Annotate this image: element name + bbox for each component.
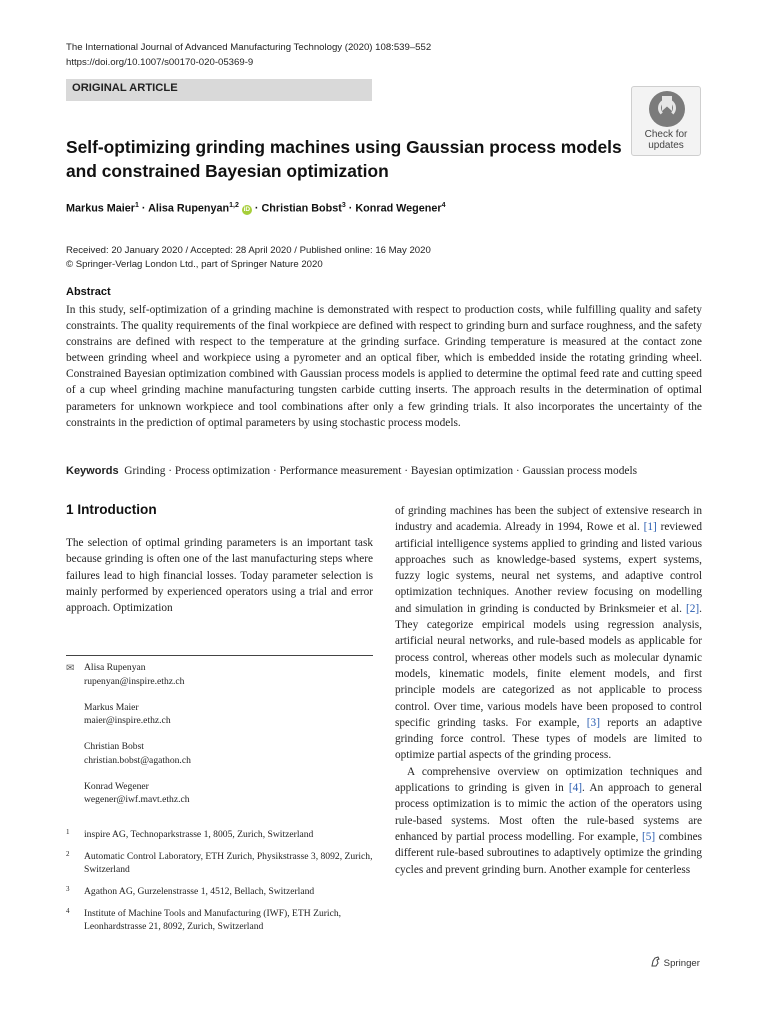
article-type-label: ORIGINAL ARTICLE bbox=[72, 82, 178, 94]
corresponding-author bbox=[66, 661, 373, 688]
author-contact bbox=[66, 740, 373, 767]
journal-citation: The International Journal of Advanced Manufacturing Technology (2020) 108:539–552 bbox=[66, 42, 432, 53]
affiliation-text: Automatic Control Laboratory, ETH Zurich, Physikstrasse 3, 8092, Zurich, Switzerland bbox=[84, 851, 373, 875]
affiliation-text: inspire AG, Technoparkstrasse 1, 8005, Zurich, Switzerland bbox=[84, 829, 314, 840]
section-heading-introduction: 1 Introduction bbox=[66, 502, 157, 517]
citation-link[interactable]: [3] bbox=[586, 716, 600, 729]
author-contact bbox=[66, 780, 373, 807]
envelope-icon: ✉ bbox=[66, 663, 75, 674]
affiliation bbox=[66, 907, 373, 933]
author-name[interactable]: Christian Bobst bbox=[261, 202, 342, 215]
author-email[interactable]: maier@inspire.ethz.ch bbox=[84, 715, 171, 726]
affiliation-number: 3 bbox=[66, 885, 70, 893]
keywords-label: Keywords bbox=[66, 465, 119, 477]
affiliation-number: 2 bbox=[66, 850, 70, 858]
citation-link[interactable]: [1] bbox=[643, 521, 657, 534]
citation-link[interactable]: [5] bbox=[641, 830, 656, 843]
springer-horse-icon bbox=[650, 956, 661, 967]
intro-right-column bbox=[395, 503, 702, 878]
publisher-logo bbox=[650, 956, 700, 969]
check-for-updates-badge[interactable] bbox=[631, 86, 701, 156]
copyright-notice: © Springer-Verlag London Ltd., part of Springer Nature 2020 bbox=[66, 259, 323, 270]
citation-link[interactable]: [4] bbox=[568, 782, 583, 795]
intro-left-paragraph: The selection of optimal grinding parameters is an important task because grinding is often one of the last manufacturing steps where failures lead to high financial losses. Today parameter selection is mainly performed by experienced operators using a trial and error approach. Optimization bbox=[66, 537, 373, 615]
author-affiliation-mark: 4 bbox=[441, 202, 446, 209]
author-list: Markus Maier$^1$ · Alisa Rupenyan$^{1,2}$ iD · Christian Bobst$^3$ · Konrad Wegener$^4$ bbox=[66, 202, 446, 215]
keywords-list: Grinding · Process optimization · Performance measurement · Bayesian optimization · Gaussian process models bbox=[124, 465, 638, 477]
author-name: Markus Maier bbox=[84, 701, 139, 713]
bookmark-icon bbox=[649, 91, 685, 127]
author-email[interactable]: wegener@iwf.mavt.ethz.ch bbox=[84, 794, 190, 805]
abstract-heading: Abstract bbox=[66, 286, 111, 298]
received-accepted-published: Received: 20 January 2020 / Accepted: 28 April 2020 / Published online: 16 May 2020 bbox=[66, 245, 431, 256]
publisher-name: Springer bbox=[663, 958, 700, 969]
author-name: Alisa Rupenyan bbox=[84, 662, 146, 673]
author-affiliation-mark: 1,2 bbox=[229, 202, 239, 209]
check-for-updates-label: Check for updates bbox=[644, 129, 688, 151]
intro-paragraph: of grinding machines has been the subject of extensive research in industry and academia. Already in 1994, Rowe et al. [1] reviewed artificial intelligence systems applied to grinding and listed various approaches such as knowledge-based systems, expert systems, fuzzy logic systems, neural net systems, and adaptive control optimization techniques. Another review focusing on modelling and simulation in grinding is conducted by Brinksmeier et al. [2]. They categorize empirical models using regression analysis, artificial neural networks, and rule-based models as applicable for process control, whereas other models such as molecular dynamic models, kinematic models, finite element models, and first principle models are categorized as not applicable to process control. Over time, various models have been proposed to control specific grinding tasks. For example, [3] reports an adaptive grinding force control. These types of models are limited to optimize partial aspects of the grinding process. bbox=[395, 505, 702, 762]
author-email[interactable]: rupenyan@inspire.ethz.ch bbox=[84, 675, 185, 687]
author-name[interactable]: Konrad Wegener bbox=[355, 202, 442, 215]
author-name[interactable]: Alisa Rupenyan bbox=[148, 202, 230, 215]
affiliation bbox=[66, 885, 373, 898]
affiliation-text: Institute of Machine Tools and Manufacturing (IWF), ETH Zurich, Leonhardstrasse 21, 8092, Zurich, Switzerland bbox=[84, 908, 342, 932]
author-name: Konrad Wegener bbox=[84, 780, 149, 792]
author-name[interactable]: Markus Maier bbox=[66, 202, 136, 215]
author-affiliation-mark: 3 bbox=[341, 202, 346, 209]
author-email[interactable]: christian.bobst@agathon.ch bbox=[84, 754, 191, 766]
publication-dates bbox=[66, 244, 431, 272]
journal-header bbox=[66, 41, 431, 70]
author-name: Christian Bobst bbox=[84, 741, 144, 752]
affiliation-number: 1 bbox=[66, 828, 70, 836]
affiliation-text: Agathon AG, Gurzelenstrasse 1, 4512, Bellach, Switzerland bbox=[84, 886, 315, 897]
doi-link[interactable]: https://doi.org/10.1007/s00170-020-05369-9 bbox=[66, 56, 254, 68]
keywords bbox=[66, 465, 706, 477]
intro-paragraph: A comprehensive overview on optimization techniques and applications to grinding is given in [4]. An approach to general process optimization is to mimic the action of the operators using rule-based systems. Most often the rule-based systems are enhanced by partial process modelling. For example, [5] combines different rule-based subroutines to adaptively optimize the grinding cycles and prevent grinding burn. Another example for centerless bbox=[395, 765, 703, 876]
article-title: Self-optimizing grinding machines using Gaussian process models and constrained Bayesian optimization bbox=[66, 137, 622, 181]
affiliations bbox=[66, 828, 373, 942]
orcid-icon[interactable]: iD bbox=[243, 205, 251, 213]
affiliation bbox=[66, 850, 373, 876]
correspondence-block bbox=[66, 661, 373, 819]
author-affiliation-mark: 1 bbox=[135, 202, 139, 209]
citation-link[interactable]: [2] bbox=[685, 602, 700, 615]
footnote-divider bbox=[66, 655, 373, 656]
author-contact bbox=[66, 701, 373, 728]
affiliation bbox=[66, 828, 373, 841]
abstract-text: In this study, self-optimization of a grinding machine is demonstrated with respect to production costs, while fulfilling quality and safety constraints. The quality requirements of the final workpiece are defined with respect to grinding burn and surface roughness, and the safety constrains are defined with respect to the temperature at the grinding surface. Grinding temperature is measured at the contact zone between grinding wheel and workpiece using a pyrometer and an optical fiber, which is embedded inside the rotating grinding wheel. Constrained Bayesian optimization combined with Gaussian process models is applied to determine the optimal feed rate and cutting speed of a cup wheel grinding machine manufacturing tungsten carbide cutting inserts. The approach results in the determination of optimal parameters for unknown workpiece and tool combinations after only a few grinding trials. It also incorporates the uncertainty of the constraints in the prediction of optimal parameters by using stochastic process models. bbox=[66, 304, 702, 429]
article-type-banner bbox=[66, 79, 372, 101]
affiliation-number: 4 bbox=[66, 907, 70, 915]
